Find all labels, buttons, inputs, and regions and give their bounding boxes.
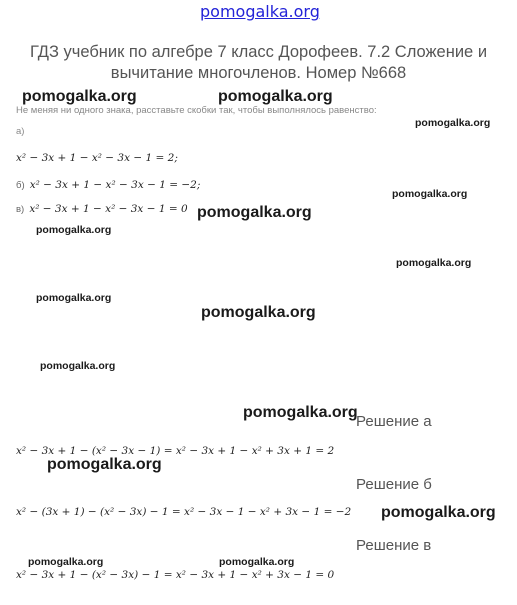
solution-b-heading: Решение б — [356, 476, 432, 493]
part-c-expression: x² − 3x + 1 − x² − 3x − 1 = 0 — [29, 203, 188, 215]
watermark: pomogalka.org — [415, 117, 491, 129]
watermark: pomogalka.org — [197, 204, 312, 221]
watermark: pomogalka.org — [392, 188, 468, 200]
watermark: pomogalka.org — [219, 556, 295, 568]
task-intro: Не меняя ни одного знака, расставьте скобки так, чтобы выполнялось равенство: — [16, 105, 377, 116]
watermark: pomogalka.org — [22, 88, 137, 105]
part-c-label: в) — [16, 204, 25, 215]
solution-a-expression: x² − 3x + 1 − (x² − 3x − 1) = x² − 3x + 1 − x² + 3x + 1 = 2 — [16, 445, 335, 457]
part-b — [16, 173, 200, 192]
part-c — [16, 197, 188, 216]
watermark: pomogalka.org — [36, 224, 112, 236]
watermark: pomogalka.org — [28, 556, 104, 568]
part-b-expression: x² − 3x + 1 − x² − 3x − 1 = −2; — [29, 179, 201, 191]
solution-a-heading: Решение а — [356, 413, 432, 430]
solution-c-heading: Решение в — [356, 537, 432, 554]
solution-c-expression: x² − 3x + 1 − (x² − 3x) − 1 = x² − 3x + 1 − x² + 3x − 1 = 0 — [16, 569, 335, 581]
watermark: pomogalka.org — [47, 456, 162, 473]
watermark: pomogalka.org — [36, 292, 112, 304]
watermark: pomogalka.org — [243, 404, 358, 421]
part-a-label: а) — [16, 126, 25, 137]
watermark: pomogalka.org — [396, 257, 472, 269]
watermark: pomogalka.org — [40, 360, 116, 372]
page-title: ГДЗ учебник по алгебре 7 класс Дорофеев. 7.2 Сложение и вычитание многочленов. Номер №668 — [29, 43, 488, 82]
solution-b-expression: x² − (3x + 1) − (x² − 3x) − 1 = x² − 3x − 1 − x² + 3x − 1 = −2 — [16, 506, 352, 518]
watermark: pomogalka.org — [201, 304, 316, 321]
part-b-label: б) — [16, 180, 25, 191]
watermark: pomogalka.org — [381, 504, 496, 521]
site-logo-link[interactable]: pomogalka.org — [200, 2, 320, 21]
part-a-expression: x² − 3x + 1 − x² − 3x − 1 = 2; — [16, 152, 178, 164]
watermark: pomogalka.org — [218, 88, 333, 105]
